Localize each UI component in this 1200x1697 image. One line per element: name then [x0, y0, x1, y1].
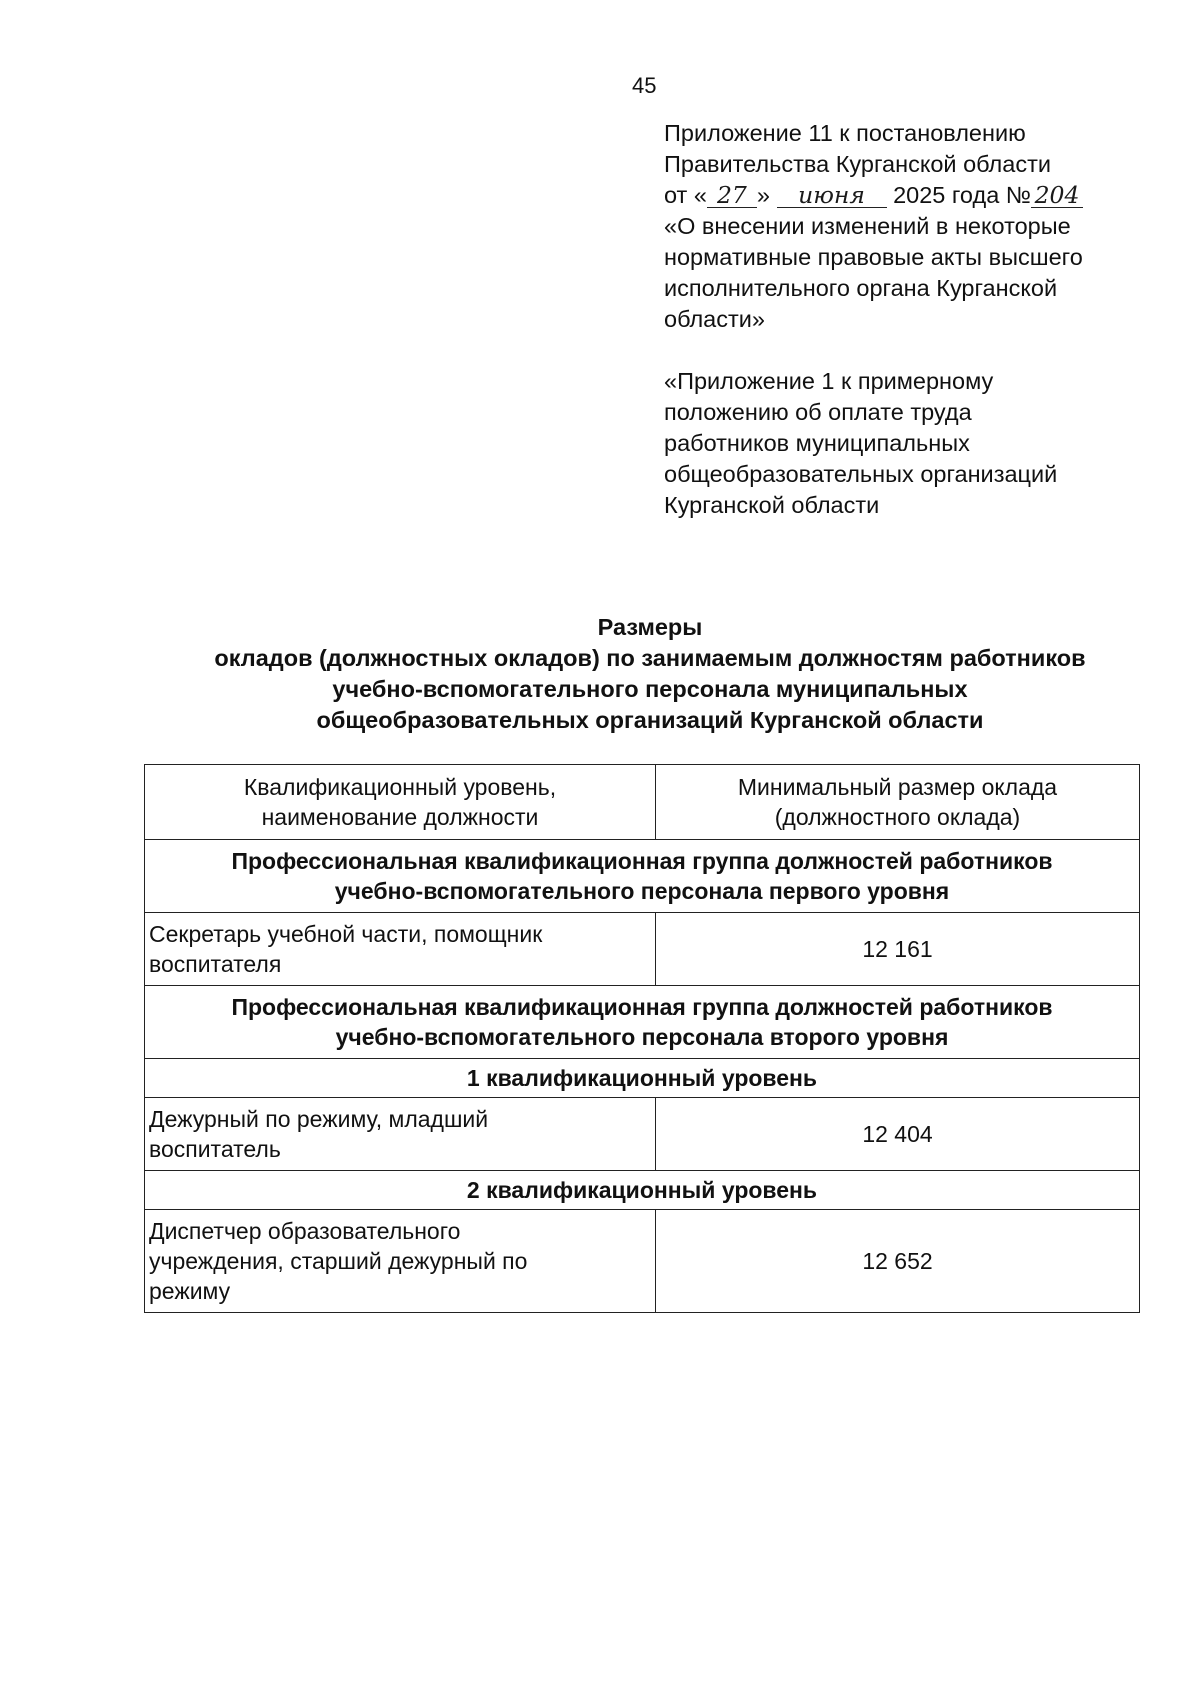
group-row	[145, 986, 1140, 1059]
document-title	[140, 612, 1160, 736]
appendix-line: исполнительного органа Курганской	[664, 275, 1058, 301]
qualification-level-1: 1 квалификационный уровень	[145, 1059, 1140, 1098]
group-text: Профессиональная квалификационная группа должностей работников	[231, 848, 1053, 874]
header-text: наименование должности	[261, 804, 539, 830]
group-first-level	[145, 840, 1140, 913]
appendix-line: нормативные правовые акты высшего	[664, 244, 1083, 270]
title-line: окладов (должностных окладов) по занимаемым должностям работников	[214, 645, 1086, 671]
position-text: режиму	[149, 1278, 231, 1304]
position-text: Секретарь учебной части, помощник	[149, 921, 543, 947]
header-text: (должностного оклада)	[774, 804, 1021, 830]
subappendix-line: Курганской области	[664, 492, 880, 518]
date-year: 2025 года №	[893, 182, 1031, 208]
spacer	[664, 335, 1164, 366]
salary-table	[144, 764, 1140, 1313]
position-text: воспитателя	[149, 951, 282, 977]
table-row	[145, 1210, 1140, 1313]
handwritten-day: 27	[707, 183, 757, 208]
title-line: Размеры	[597, 614, 703, 640]
appendix-line: Приложение 11 к постановлению	[664, 120, 1026, 146]
appendix-date-line	[664, 180, 1164, 211]
position-text: учреждения, старший дежурный по	[149, 1248, 528, 1274]
date-prefix: от «	[664, 182, 707, 208]
handwritten-month: июня	[777, 183, 887, 208]
level-row	[145, 1171, 1140, 1210]
position-text: Диспетчер образовательного	[149, 1218, 461, 1244]
position-cell	[145, 1210, 656, 1313]
appendix-line: области»	[664, 306, 765, 332]
header-qualification	[145, 765, 656, 840]
position-cell	[145, 1098, 656, 1171]
salary-value: 12 161	[656, 913, 1140, 986]
header-text: Квалификационный уровень,	[243, 774, 557, 800]
table-header-row	[145, 765, 1140, 840]
header-text: Минимальный размер оклада	[737, 774, 1058, 800]
title-line: учебно-вспомогательного персонала муниципальных	[332, 676, 968, 702]
group-text: Профессиональная квалификационная группа должностей работников	[231, 994, 1053, 1020]
subappendix-line: «Приложение 1 к примерному	[664, 368, 994, 394]
group-text: учебно-вспомогательного персонала первого уровня	[334, 878, 950, 904]
qualification-level-2: 2 квалификационный уровень	[145, 1171, 1140, 1210]
group-second-level	[145, 986, 1140, 1059]
group-row	[145, 840, 1140, 913]
table-row	[145, 913, 1140, 986]
salary-value: 12 404	[656, 1098, 1140, 1171]
position-cell	[145, 913, 656, 986]
subappendix-line: положению об оплате труда	[664, 399, 972, 425]
appendix-line: Правительства Курганской области	[664, 151, 1051, 177]
table-row	[145, 1098, 1140, 1171]
group-text: учебно-вспомогательного персонала второго уровня	[335, 1024, 949, 1050]
appendix-header	[664, 118, 1164, 521]
position-text: Дежурный по режиму, младший	[149, 1106, 489, 1132]
title-line: общеобразовательных организаций Курганской области	[316, 707, 984, 733]
level-row	[145, 1059, 1140, 1098]
appendix-line: «О внесении изменений в некоторые	[664, 213, 1071, 239]
position-text: воспитатель	[149, 1136, 281, 1162]
subappendix-line: общеобразовательных организаций	[664, 461, 1058, 487]
subappendix-line: работников муниципальных	[664, 430, 970, 456]
handwritten-doc-number: 204	[1031, 183, 1083, 208]
header-min-salary	[656, 765, 1140, 840]
page-number: 45	[632, 73, 657, 98]
salary-value: 12 652	[656, 1210, 1140, 1313]
date-quote-close: »	[756, 182, 770, 208]
